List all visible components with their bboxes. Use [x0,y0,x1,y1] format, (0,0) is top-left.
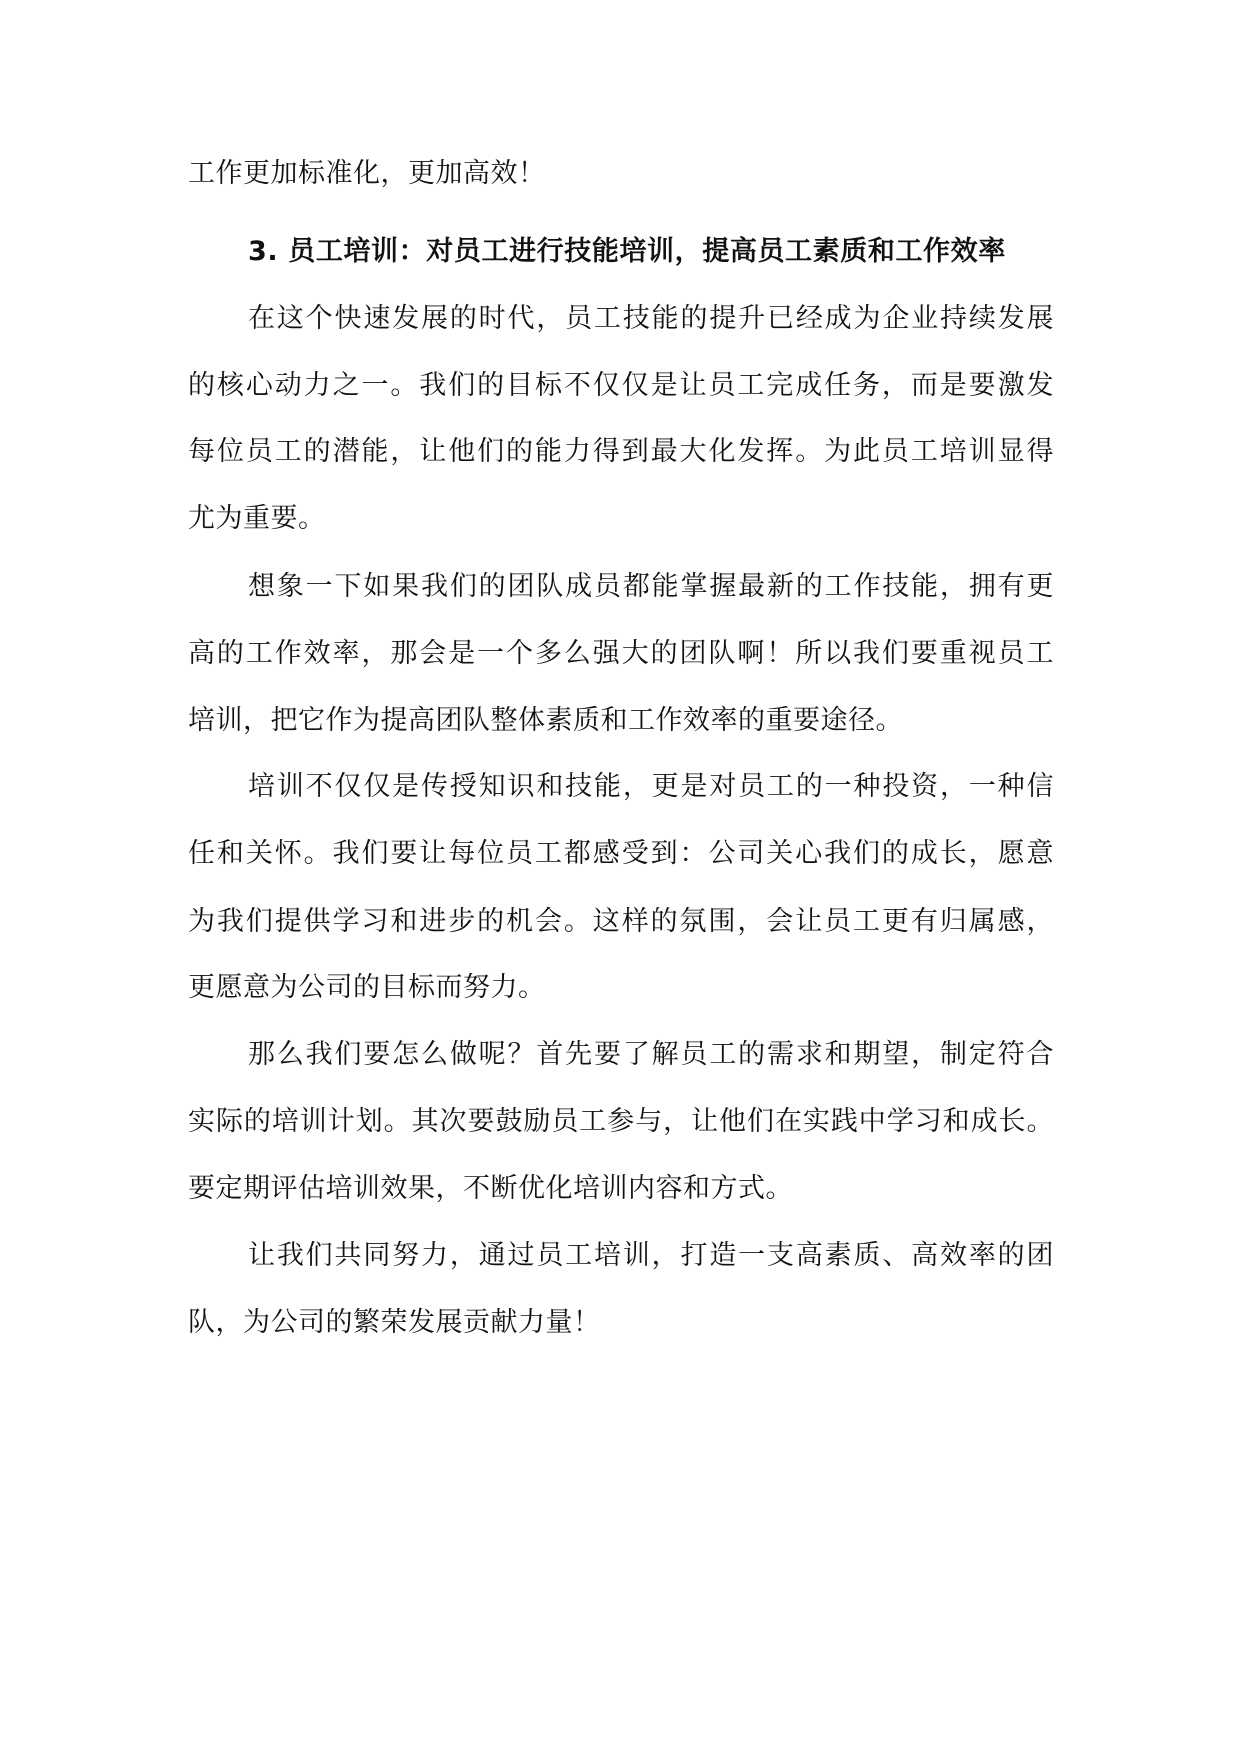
paragraph-line: 那么我们要怎么做呢？首先要了解员工的需求和期望，制定符合 [248,1039,1054,1070]
paragraph-line: 培训不仅仅是传授知识和技能，更是对员工的一种投资，一种信 [248,771,1054,802]
paragraph-line: 培训，把它作为提高团队整体素质和工作效率的重要途径。 [188,705,903,736]
paragraph-line: 更愿意为公司的目标而努力。 [188,972,546,1003]
paragraph-line: 每位员工的潜能，让他们的能力得到最大化发挥。为此员工培训显得 [188,436,1054,467]
intro-tail-line: 工作更加标准化，更加高效！ [188,158,546,189]
paragraph-line: 想象一下如果我们的团队成员都能掌握最新的工作技能，拥有更 [248,571,1054,602]
paragraph-line: 在这个快速发展的时代，员工技能的提升已经成为企业持续发展 [248,303,1054,334]
paragraph-line: 要定期评估培训效果，不断优化培训内容和方式。 [188,1173,793,1204]
paragraph-line: 队，为公司的繁荣发展贡献力量！ [188,1307,601,1338]
section-heading: 3. 员工培训：对员工进行技能培训，提高员工素质和工作效率 [248,236,1006,267]
document-body [188,0,1054,1754]
paragraph-line: 让我们共同努力，通过员工培训，打造一支高素质、高效率的团 [248,1240,1054,1271]
paragraph-line: 实际的培训计划。其次要鼓励员工参与，让他们在实践中学习和成长。 [188,1106,1054,1137]
paragraph-line: 高的工作效率，那会是一个多么强大的团队啊！所以我们要重视员工 [188,638,1054,669]
paragraph-line: 的核心动力之一。我们的目标不仅仅是让员工完成任务，而是要激发 [188,370,1054,401]
paragraph-line: 任和关怀。我们要让每位员工都感受到：公司关心我们的成长，愿意 [188,838,1054,869]
paragraph-line: 尤为重要。 [188,503,326,534]
paragraph-line: 为我们提供学习和进步的机会。这样的氛围，会让员工更有归属感， [188,906,1054,937]
